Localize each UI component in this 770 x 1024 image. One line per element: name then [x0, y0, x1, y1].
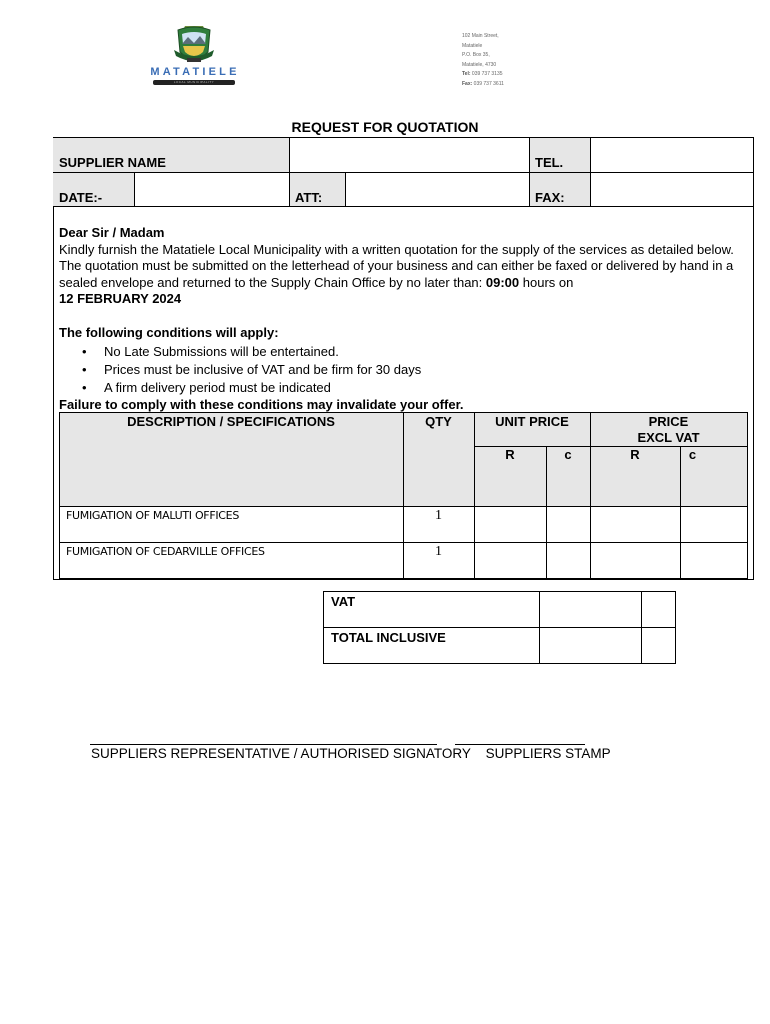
- header-unit-price: UNIT PRICE: [495, 414, 569, 429]
- grid-line: [539, 591, 540, 664]
- address-line: 102 Main Street,: [462, 33, 499, 39]
- grid-line: [590, 137, 591, 206]
- header-description: DESCRIPTION / SPECIFICATIONS: [127, 414, 335, 429]
- grid-line: [345, 172, 346, 206]
- grid-line: [289, 137, 290, 206]
- grid-line: [53, 206, 754, 207]
- date-label: DATE:-: [59, 190, 103, 205]
- grid-line: [53, 137, 754, 138]
- vat-rand-field[interactable]: [540, 592, 641, 628]
- grid-line: [323, 591, 676, 592]
- condition-item: • Prices must be inclusive of VAT and be firm for 30 days: [80, 361, 421, 379]
- grid-line: [590, 412, 591, 579]
- total-rand-field[interactable]: [540, 628, 641, 664]
- header-unit-rand: R: [505, 447, 515, 462]
- signature-line: [90, 744, 437, 745]
- conditions-warning: Failure to comply with these conditions may invalidate your offer.: [59, 397, 464, 412]
- page-title: REQUEST FOR QUOTATION: [291, 119, 479, 135]
- address-line: Matatiele: [462, 42, 483, 49]
- grid-line: [403, 412, 404, 579]
- grid-line: [323, 627, 676, 628]
- tel-field[interactable]: [590, 137, 754, 172]
- att-field[interactable]: [345, 172, 529, 207]
- row-description: FUMIGATION OF MALUTI OFFICES: [66, 509, 240, 522]
- row-qty: 1: [435, 544, 442, 559]
- fax-field[interactable]: [590, 172, 754, 207]
- tel-label: TEL.: [535, 155, 564, 170]
- fax-label: FAX:: [535, 190, 565, 205]
- address-line: Matatiele, 4730: [462, 61, 497, 68]
- att-label-cell: [289, 172, 345, 207]
- grid-line: [680, 446, 681, 579]
- grid-line: [590, 446, 748, 447]
- header-price-rand: R: [630, 447, 640, 462]
- letter-body: [59, 225, 749, 308]
- municipality-crest-logo: [170, 22, 218, 70]
- supplier-name-label-cell: [53, 137, 289, 172]
- total-cents-field[interactable]: [641, 628, 675, 664]
- grid-line: [323, 591, 324, 664]
- total-inclusive-label: TOTAL INCLUSIVE: [331, 630, 446, 645]
- conditions-list: [80, 343, 421, 397]
- conditions-title: The following conditions will apply:: [59, 325, 279, 340]
- deadline-date: 12 FEBRUARY 2024: [59, 291, 182, 306]
- grid-line: [546, 446, 547, 579]
- vat-cents-field[interactable]: [641, 592, 675, 628]
- header-qty: QTY: [425, 414, 452, 429]
- tel-label-cell: [529, 137, 590, 172]
- condition-item: • A firm delivery period must be indicated: [80, 379, 421, 397]
- att-label: ATT:: [295, 190, 323, 205]
- logo-wordmark: MATATIELE: [150, 66, 240, 78]
- supplier-name-label: SUPPLIER NAME: [59, 155, 166, 170]
- letter-paragraph: Kindly furnish the Matatiele Local Municipality with a written quotation for the supply of the services as detailed below. The quotation must be submitted on the letterhead of your business and can either be faxed or delivered by hand in a sealed envelope and returned to the Supply Chain Office by no later than: 09:00 hours on: [59, 241, 734, 290]
- fax-label-cell: [529, 172, 590, 207]
- logo-tagline-band: LOCAL MUNICIPALITY: [153, 80, 235, 85]
- condition-item: • No Late Submissions will be entertained.: [80, 343, 421, 361]
- grid-line: [675, 591, 676, 664]
- address-block: [462, 32, 504, 90]
- salutation: Dear Sir / Madam: [59, 225, 165, 240]
- stamp-line: [455, 744, 585, 745]
- grid-line: [474, 412, 475, 579]
- deadline-time: 09:00: [485, 274, 520, 290]
- vat-label: VAT: [331, 594, 356, 609]
- date-label-cell: [53, 172, 134, 207]
- header-price: PRICE: [648, 414, 689, 429]
- supplier-name-field[interactable]: [289, 137, 529, 172]
- grid-line: [323, 663, 676, 664]
- header-price-excl-vat: EXCL VAT: [637, 430, 700, 445]
- grid-line: [747, 412, 748, 579]
- address-tel: Tel: 039 737 3135: [462, 71, 503, 78]
- address-fax: Fax: 039 737 3611: [462, 80, 504, 87]
- grid-line: [474, 446, 590, 447]
- header-price-cents: c: [688, 447, 697, 462]
- date-field[interactable]: [134, 172, 289, 207]
- header-unit-cents: c: [564, 447, 572, 462]
- grid-line: [641, 591, 642, 664]
- row-qty: 1: [435, 508, 442, 523]
- address-line: P.O. Box 35,: [462, 52, 490, 59]
- grid-line: [59, 412, 60, 579]
- signature-caption: SUPPLIERS REPRESENTATIVE / AUTHORISED SIGNATORY SUPPLIERS STAMP: [91, 746, 611, 761]
- grid-line: [529, 137, 530, 206]
- grid-line: [134, 172, 135, 206]
- row-description: FUMIGATION OF CEDARVILLE OFFICES: [66, 545, 265, 558]
- grid-line: [53, 172, 754, 173]
